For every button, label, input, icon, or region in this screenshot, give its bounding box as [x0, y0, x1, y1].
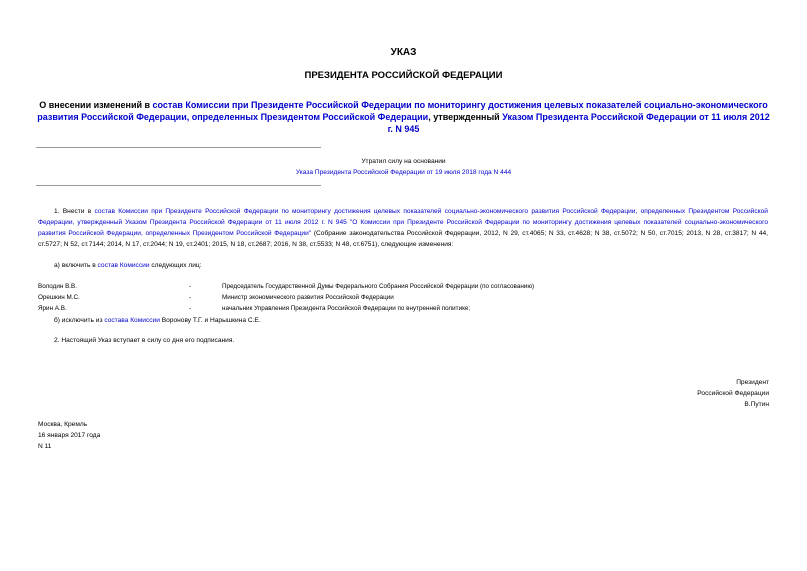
paragraph-2: 2. Настоящий Указ вступает в силу со дня его подписания.	[54, 337, 235, 344]
signature-line-1: Президент	[736, 379, 769, 386]
member-role: Министр экономического развития Российской Федерации	[222, 294, 394, 301]
subitem-a-text-b: следующих лиц:	[149, 262, 202, 269]
paragraph-1	[38, 206, 768, 250]
member-name: Орешкин М.С.	[38, 294, 80, 301]
signature-name: В.Путин	[744, 401, 769, 408]
member-role: начальник Управления Президента Российской Федерации по внутренней политике;	[222, 305, 471, 312]
subitem-b	[54, 315, 754, 326]
heading-text-1: О внесении изменений в	[39, 100, 153, 110]
subitem-b-text-a: б) исключить из	[54, 317, 105, 324]
member-name: Ярин А.В.	[38, 305, 67, 312]
table-row	[38, 281, 778, 292]
subitem-b-link[interactable]: состава Комиссии	[104, 317, 160, 324]
table-row	[38, 303, 778, 314]
member-dash: -	[189, 283, 192, 290]
document-subtitle: ПРЕЗИДЕНТА РОССИЙСКОЙ ФЕДЕРАЦИИ	[304, 70, 503, 81]
members-table	[38, 281, 778, 314]
place-date-block	[38, 419, 100, 452]
document-title: УКАЗ	[390, 47, 417, 58]
lost-force-note: Утратил силу на основании	[361, 158, 446, 165]
member-role: Председатель Государственной Думы Федерального Собрания Российской Федерации (по согласованию)	[222, 283, 535, 290]
signature-line-2: Российской Федерации	[697, 390, 769, 397]
date: 16 января 2017 года	[38, 432, 101, 439]
document-heading	[36, 99, 771, 135]
member-dash: -	[189, 294, 192, 301]
signature-block	[697, 377, 769, 410]
subitem-a-text-a: а) включить в	[54, 262, 98, 269]
lost-force-link[interactable]: Указа Президента Российской Федерации от 19 июля 2018 года N 444	[295, 169, 512, 176]
subitem-b-text-b: Воронову Т.Г. и Нарышкина С.Е.	[159, 317, 261, 324]
member-name: Володин В.В.	[38, 283, 77, 290]
decree-number: N 11	[38, 443, 52, 450]
subitem-a-link[interactable]: состав Комиссии	[97, 262, 150, 269]
subitem-a	[54, 260, 754, 271]
paragraph-1-link-commission[interactable]: состав Комиссии при Президенте Российской Федерации по мониторингу достижения целевых показателей социально-экономического развития Российской Федерации, определенных Президентом Российской Федерации, утвержденный Указом Президента Российской Федерации от 11 июля 2012 г. N 945 "О Комиссии при Президенте Российской Федерации по мониторингу достижения целевых показателей социально-экономического развития Российской Федерации, определенных Президентом Российской Федерации"	[38, 208, 768, 237]
heading-link-decree[interactable]: Указом Президента Российской Федерации от 11 июля 2012 г. N 945	[387, 112, 770, 134]
member-dash: -	[189, 305, 192, 312]
paragraph-1-text-b: (Собрание законодательства Российской Федерации, 2012, N 29, ст.4065; N 33, ст.4628; N 38, ст.5072; N 50, ст.7015; 2013, N 28, ст.3817; N 44, ст.5727; N 52, ст.7144; 2014, N 17, ст.2044; N 19, ст.2401; 2015, N 18, ст.2687; 2016, N 38, ст.5533; N 48, ст.6751), следующие изменения:	[38, 230, 768, 248]
divider-bottom	[36, 185, 321, 186]
heading-link-commission[interactable]: состав Комиссии при Президенте Российской Федерации по мониторингу достижения целевых показателей социально-экономического развития Российской Федерации, определенных Президентом Российской Федерации	[37, 100, 768, 122]
heading-text-2: , утвержденный	[428, 112, 503, 122]
table-row	[38, 292, 778, 303]
place: Москва, Кремль	[38, 421, 88, 428]
paragraph-1-text-a: 1. Внести в	[54, 208, 95, 215]
divider-top	[36, 147, 321, 148]
